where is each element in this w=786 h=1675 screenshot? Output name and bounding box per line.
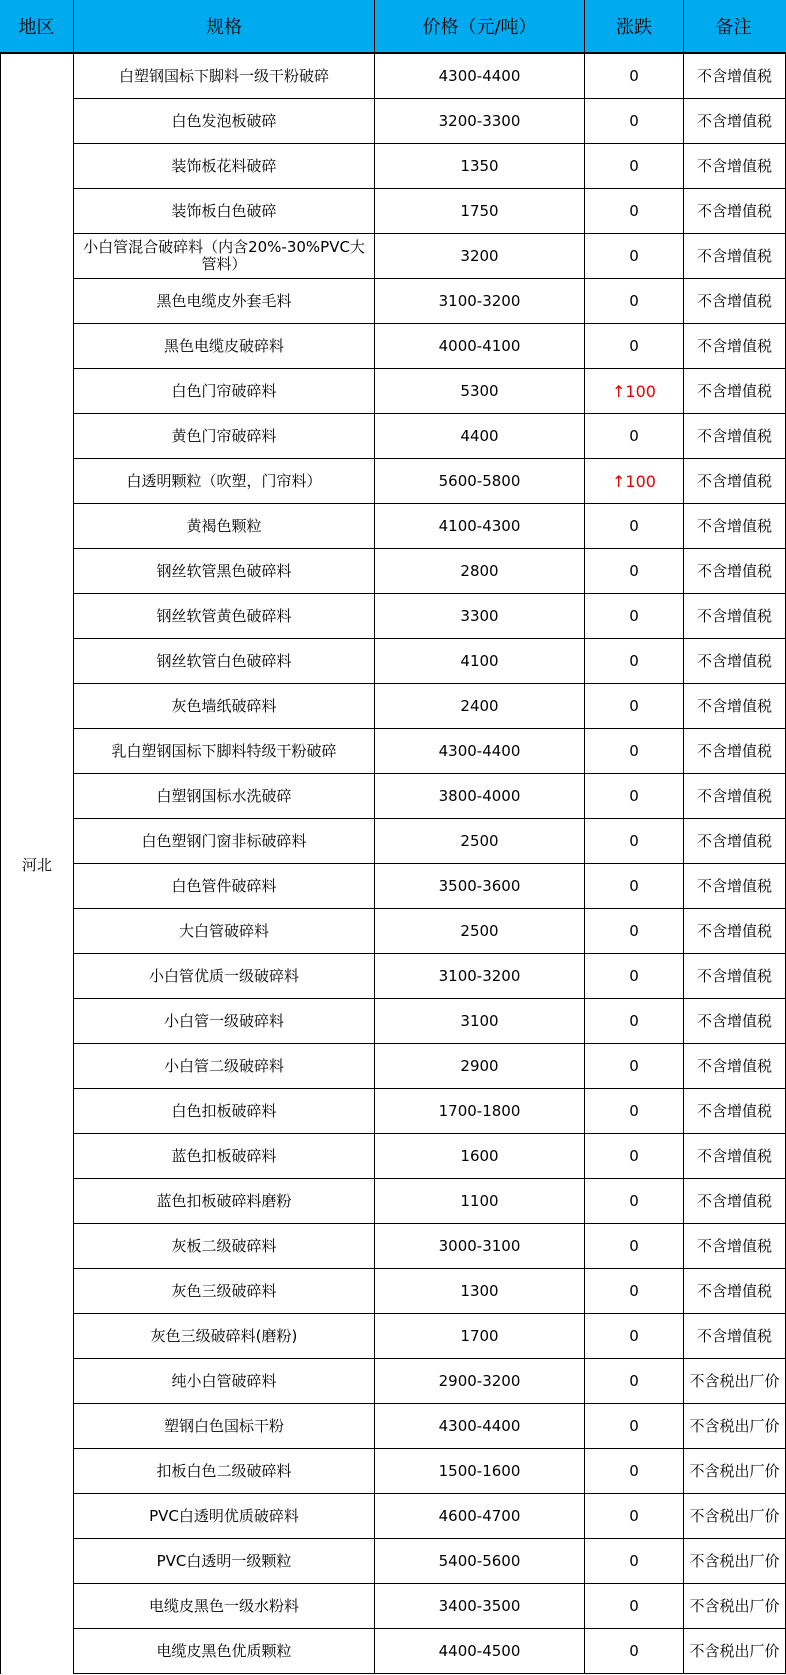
- note-cell: 不含增值税: [684, 369, 786, 413]
- table-row: [74, 864, 786, 909]
- spec-cell: 小白管优质一级破碎料: [74, 954, 375, 998]
- spec-cell: 灰色三级破碎料: [74, 1269, 375, 1313]
- change-cell: 0: [585, 864, 684, 908]
- table-rows: [74, 54, 786, 1674]
- table-row: [74, 1539, 786, 1584]
- price-cell: 4400: [375, 414, 585, 458]
- change-cell: 0: [585, 954, 684, 998]
- spec-cell: 装饰板白色破碎: [74, 189, 375, 233]
- change-cell: 0: [585, 1224, 684, 1268]
- change-cell: 0: [585, 144, 684, 188]
- price-cell: 3500-3600: [375, 864, 585, 908]
- price-cell: 4100: [375, 639, 585, 683]
- price-cell: 3200: [375, 234, 585, 278]
- header-change: 涨跌: [585, 0, 684, 52]
- price-cell: 3200-3300: [375, 99, 585, 143]
- price-cell: 5300: [375, 369, 585, 413]
- note-cell: 不含增值税: [684, 864, 786, 908]
- note-cell: 不含增值税: [684, 459, 786, 503]
- change-cell: 0: [585, 1359, 684, 1403]
- note-cell: 不含税出厂价: [684, 1449, 786, 1493]
- region-cell: 河北: [0, 54, 74, 1674]
- change-cell: 0: [585, 549, 684, 593]
- note-cell: 不含增值税: [684, 954, 786, 998]
- note-cell: 不含增值税: [684, 99, 786, 143]
- table-row: [74, 1134, 786, 1179]
- table-row: [74, 954, 786, 999]
- price-cell: 1500-1600: [375, 1449, 585, 1493]
- note-cell: 不含增值税: [684, 1269, 786, 1313]
- note-cell: 不含增值税: [684, 999, 786, 1043]
- table-row: [74, 639, 786, 684]
- price-cell: 4400-4500: [375, 1629, 585, 1673]
- change-cell: ↑100: [585, 369, 684, 413]
- note-cell: 不含增值税: [684, 189, 786, 233]
- spec-cell: 钢丝软管白色破碎料: [74, 639, 375, 683]
- change-cell: 0: [585, 1449, 684, 1493]
- spec-cell: 白塑钢国标下脚料一级干粉破碎: [74, 54, 375, 98]
- table-row: [74, 909, 786, 954]
- spec-cell: 黑色电缆皮破碎料: [74, 324, 375, 368]
- price-cell: 4300-4400: [375, 729, 585, 773]
- spec-cell: 灰板二级破碎料: [74, 1224, 375, 1268]
- note-cell: 不含增值税: [684, 324, 786, 368]
- table-row: [74, 1629, 786, 1674]
- table-row: [74, 1314, 786, 1359]
- table-row: [74, 414, 786, 459]
- note-cell: 不含增值税: [684, 504, 786, 548]
- table-row: [74, 1449, 786, 1494]
- spec-cell: 黑色电缆皮外套毛料: [74, 279, 375, 323]
- note-cell: 不含税出厂价: [684, 1494, 786, 1538]
- header-price: 价格（元/吨）: [375, 0, 585, 52]
- price-cell: 2800: [375, 549, 585, 593]
- note-cell: 不含增值税: [684, 1089, 786, 1133]
- table-row: [74, 234, 786, 279]
- spec-cell: 黄褐色颗粒: [74, 504, 375, 548]
- header-note: 备注: [715, 17, 752, 38]
- table-row: [74, 279, 786, 324]
- price-cell: 2900-3200: [375, 1359, 585, 1403]
- table-row: [74, 54, 786, 99]
- change-cell: 0: [585, 1314, 684, 1358]
- note-cell: 不含增值税: [684, 909, 786, 953]
- change-cell: 0: [585, 414, 684, 458]
- price-cell: 1700-1800: [375, 1089, 585, 1133]
- change-cell: 0: [585, 1179, 684, 1223]
- spec-cell: 小白管二级破碎料: [74, 1044, 375, 1088]
- spec-cell: 钢丝软管黑色破碎料: [74, 549, 375, 593]
- table-row: [74, 324, 786, 369]
- spec-cell: 扣板白色二级破碎料: [74, 1449, 375, 1493]
- spec-cell: 白色发泡板破碎: [74, 99, 375, 143]
- price-cell: 4100-4300: [375, 504, 585, 548]
- spec-cell: 白色塑钢门窗非标破碎料: [74, 819, 375, 863]
- change-cell: 0: [585, 1584, 684, 1628]
- change-cell: 0: [585, 594, 684, 638]
- change-cell: 0: [585, 729, 684, 773]
- change-cell: 0: [585, 1494, 684, 1538]
- change-cell: 0: [585, 1134, 684, 1178]
- price-cell: 4300-4400: [375, 54, 585, 98]
- table-row: [74, 504, 786, 549]
- table-row: [74, 729, 786, 774]
- table-row: [74, 1179, 786, 1224]
- price-cell: 4000-4100: [375, 324, 585, 368]
- note-cell: 不含增值税: [684, 279, 786, 323]
- spec-cell: 塑钢白色国标干粉: [74, 1404, 375, 1448]
- note-cell: 不含增值税: [684, 414, 786, 458]
- price-cell: 3100: [375, 999, 585, 1043]
- table-row: [74, 1089, 786, 1134]
- note-cell: 不含增值税: [684, 1224, 786, 1268]
- note-cell: 不含增值税: [684, 1134, 786, 1178]
- table-row: [74, 99, 786, 144]
- spec-cell: 小白管混合破碎料（内含20%-30%PVC大管料）: [74, 234, 375, 278]
- change-cell: 0: [585, 504, 684, 548]
- change-cell: 0: [585, 909, 684, 953]
- table-body: [0, 54, 786, 1674]
- note-cell: 不含增值税: [684, 639, 786, 683]
- spec-cell: 电缆皮黑色一级水粉料: [74, 1584, 375, 1628]
- price-cell: 3300: [375, 594, 585, 638]
- table-row: [74, 549, 786, 594]
- price-cell: 1750: [375, 189, 585, 233]
- table-row: [74, 189, 786, 234]
- price-cell: 3800-4000: [375, 774, 585, 818]
- note-cell: 不含增值税: [684, 1314, 786, 1358]
- note-cell: 不含增值税: [684, 1179, 786, 1223]
- table-row: [74, 684, 786, 729]
- spec-cell: 蓝色扣板破碎料磨粉: [74, 1179, 375, 1223]
- spec-cell: 纯小白管破碎料: [74, 1359, 375, 1403]
- spec-cell: 白色扣板破碎料: [74, 1089, 375, 1133]
- spec-cell: 白色门帘破碎料: [74, 369, 375, 413]
- table-row: [74, 1359, 786, 1404]
- price-cell: 5400-5600: [375, 1539, 585, 1583]
- price-cell: 4300-4400: [375, 1404, 585, 1448]
- change-cell: 0: [585, 234, 684, 278]
- spec-cell: 灰色墙纸破碎料: [74, 684, 375, 728]
- spec-cell: 白塑钢国标水洗破碎: [74, 774, 375, 818]
- price-cell: 2500: [375, 909, 585, 953]
- note-cell: 不含增值税: [684, 54, 786, 98]
- note-cell: 不含增值税: [684, 1044, 786, 1088]
- note-cell: 不含税出厂价: [684, 1584, 786, 1628]
- note-cell: 不含税出厂价: [684, 1539, 786, 1583]
- change-cell: 0: [585, 774, 684, 818]
- change-cell: 0: [585, 1404, 684, 1448]
- price-cell: 3400-3500: [375, 1584, 585, 1628]
- price-cell: 1700: [375, 1314, 585, 1358]
- change-cell: 0: [585, 1539, 684, 1583]
- change-cell: 0: [585, 639, 684, 683]
- spec-cell: PVC白透明优质破碎料: [74, 1494, 375, 1538]
- change-cell: 0: [585, 324, 684, 368]
- price-cell: 3100-3200: [375, 954, 585, 998]
- spec-cell: 大白管破碎料: [74, 909, 375, 953]
- price-cell: 2900: [375, 1044, 585, 1088]
- table-row: [74, 594, 786, 639]
- table-row: [74, 819, 786, 864]
- note-cell: 不含增值税: [684, 819, 786, 863]
- table-row: [74, 1269, 786, 1314]
- change-cell: 0: [585, 684, 684, 728]
- header-spec: 规格: [74, 0, 375, 52]
- price-cell: 1100: [375, 1179, 585, 1223]
- table-row: [74, 999, 786, 1044]
- price-cell: 2500: [375, 819, 585, 863]
- spec-cell: 钢丝软管黄色破碎料: [74, 594, 375, 638]
- change-cell: 0: [585, 1269, 684, 1313]
- change-cell: 0: [585, 189, 684, 233]
- table-row: [74, 774, 786, 819]
- spec-cell: 装饰板花料破碎: [74, 144, 375, 188]
- spec-cell: 电缆皮黑色优质颗粒: [74, 1629, 375, 1673]
- table-row: [74, 144, 786, 189]
- table-row: [74, 1404, 786, 1449]
- note-cell: 不含税出厂价: [684, 1629, 786, 1673]
- table-row: [74, 369, 786, 414]
- note-cell: 不含增值税: [684, 594, 786, 638]
- change-cell: 0: [585, 99, 684, 143]
- price-cell: 3000-3100: [375, 1224, 585, 1268]
- spec-cell: 白色管件破碎料: [74, 864, 375, 908]
- price-cell: 2400: [375, 684, 585, 728]
- spec-cell: 蓝色扣板破碎料: [74, 1134, 375, 1178]
- price-cell: 4600-4700: [375, 1494, 585, 1538]
- note-cell: 不含增值税: [684, 684, 786, 728]
- note-cell: 不含增值税: [684, 234, 786, 278]
- table-row: [74, 459, 786, 504]
- note-cell: 不含税出厂价: [684, 1359, 786, 1403]
- change-cell: ↑100: [585, 459, 684, 503]
- change-cell: 0: [585, 999, 684, 1043]
- note-cell: 不含增值税: [684, 774, 786, 818]
- change-cell: 0: [585, 1629, 684, 1673]
- change-cell: 0: [585, 279, 684, 323]
- spec-cell: PVC白透明一级颗粒: [74, 1539, 375, 1583]
- spec-cell: 乳白塑钢国标下脚料特级干粉破碎: [74, 729, 375, 773]
- note-cell: 不含增值税: [684, 144, 786, 188]
- change-cell: 0: [585, 1044, 684, 1088]
- note-cell: 不含增值税: [684, 729, 786, 773]
- table-row: [74, 1224, 786, 1269]
- change-cell: 0: [585, 819, 684, 863]
- note-cell: 不含增值税: [684, 549, 786, 593]
- table-row: [74, 1494, 786, 1539]
- spec-cell: 小白管一级破碎料: [74, 999, 375, 1043]
- price-cell: 1600: [375, 1134, 585, 1178]
- change-cell: 0: [585, 1089, 684, 1133]
- price-cell: 5600-5800: [375, 459, 585, 503]
- table-row: [74, 1584, 786, 1629]
- price-cell: 1300: [375, 1269, 585, 1313]
- table-header: [0, 0, 786, 54]
- spec-cell: 白透明颗粒（吹塑，门帘料）: [74, 459, 375, 503]
- price-cell: 1350: [375, 144, 585, 188]
- price-cell: 3100-3200: [375, 279, 585, 323]
- change-cell: 0: [585, 54, 684, 98]
- table-row: [74, 1044, 786, 1089]
- spec-cell: 灰色三级破碎料(磨粉): [74, 1314, 375, 1358]
- note-cell: 不含税出厂价: [684, 1404, 786, 1448]
- spec-cell: 黄色门帘破碎料: [74, 414, 375, 458]
- header-region: 地区: [0, 0, 74, 52]
